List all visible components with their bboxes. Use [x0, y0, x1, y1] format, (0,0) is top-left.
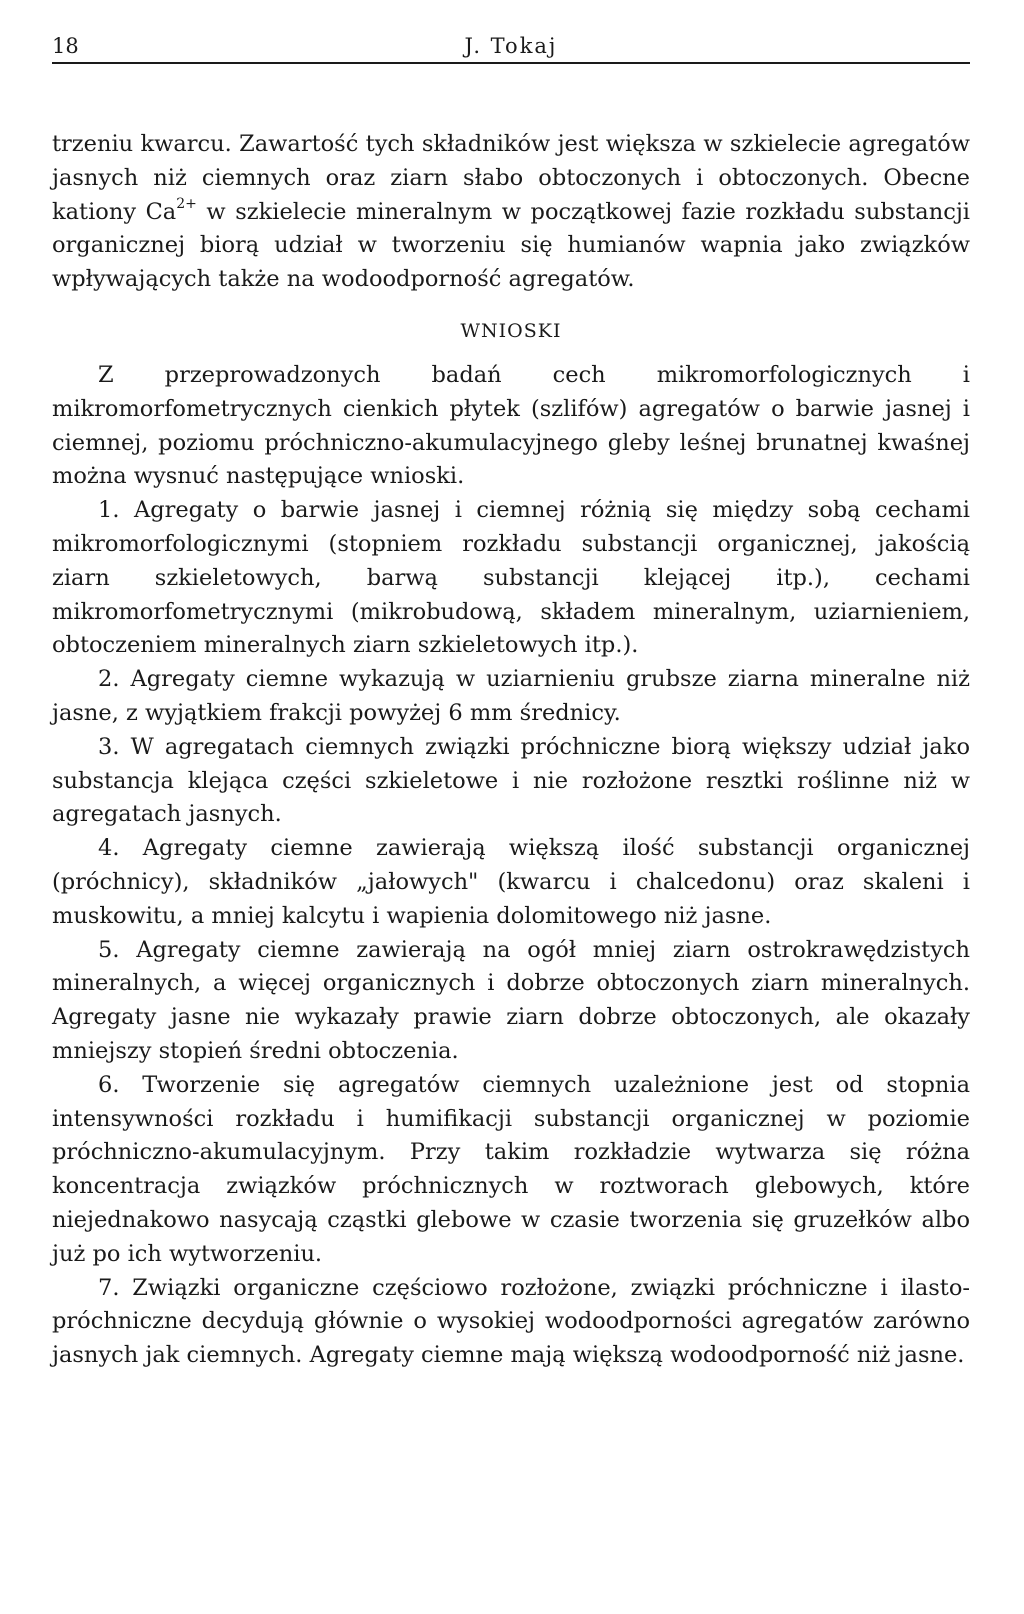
conclusion-item: 5. Agregaty ciemne zawierają na ogół mniej ziarn ostrokrawędzistych mineralnych, a więcej organicznych i dobrze obtoczonych ziarn mineralnych. Agregaty jasne nie wykazały prawie ziarn dobrze obtoczonych, ale okazały mniejszy stopień średni obtoczenia.	[52, 936, 970, 1064]
intro-paragraph	[52, 128, 970, 297]
conclusion-item: 6. Tworzenie się agregatów ciemnych uzależnione jest od stopnia intensywności rozkładu i humifikacji substancji organicznej w poziomie próchniczno-akumulacyjnym. Przy takim rozkładzie wytwarza się różna koncentracja związków próchnicznych w roztworach glebowych, które niejednakowo nasycają cząstki glebowe w czasie tworzenia się gruzełków albo już po ich wytworzeniu.	[52, 1071, 970, 1267]
intro-text-part1: trzeniu kwarcu. Zawartość tych składników jest większa w szkielecie agregatów jasnych niż ciemnych oraz ziarn słabo obtoczonych i obtoczonych. Obecne kationy Ca	[52, 131, 970, 225]
document-page	[52, 32, 970, 1373]
body-text	[52, 128, 970, 1373]
conclusion-item: 4. Agregaty ciemne zawierają większą ilość substancji organicznej (próchnicy), składników „jałowych" (kwarcu i chalcedonu) oraz skaleni i muskowitu, a mniej kalcytu i wapienia dolomitowego niż jasne.	[52, 835, 970, 929]
conclusion-item: 7. Związki organiczne częściowo rozłożone, związki próchniczne i ilasto-próchniczne decydują głównie o wysokiej wodoodporności agregatów zarówno jasnych jak ciemnych. Agregaty ciemne mają większą wodoodporność niż jasne.	[52, 1274, 970, 1369]
page-number: 18	[52, 34, 79, 58]
running-title: J. Tokaj	[464, 34, 558, 58]
conclusion-item: 3. W agregatach ciemnych związki próchniczne biorą większy udział jako substancja klejąca części szkieletowe i nie rozłożone resztki roślinne niż w agregatach jasnych.	[52, 733, 970, 828]
calcium-charge-superscript: 2+	[176, 196, 197, 213]
conclusion-item: 1. Agregaty o barwie jasnej i ciemnej różnią się między sobą cechami mikromorfologicznymi (stopniem rozkładu substancji organicznej, jakością ziarn szkieletowych, barwą substancji klejącej itp.), cechami mikromorfometrycznymi (mikrobudową, składem mineralnym, uziarnieniem, obtoczeniem mineralnych ziarn szkieletowych itp.).	[52, 497, 970, 659]
lead-paragraph: Z przeprowadzonych badań cech mikromorfologicznych i mikromorfometrycznych cienkich płytek (szlifów) agregatów o barwie jasnej i ciemnej, poziomu próchniczno-akumulacyjnego gleby leśnej brunatnej kwaśnej można wysnuć następujące wnioski.	[52, 361, 970, 490]
conclusion-item: 2. Agregaty ciemne wykazują w uziarnieniu grubsze ziarna mineralne niż jasne, z wyjątkiem frakcji powyżej 6 mm średnicy.	[52, 666, 970, 726]
page-header	[52, 32, 970, 64]
section-heading: WNIOSKI	[460, 319, 562, 342]
intro-text-part2: w szkielecie mineralnym w początkowej fazie rozkładu substancji organicznej biorą udział w tworzeniu się humianów wapnia jako związków wpływających także na wodoodporność agregatów.	[52, 198, 970, 293]
